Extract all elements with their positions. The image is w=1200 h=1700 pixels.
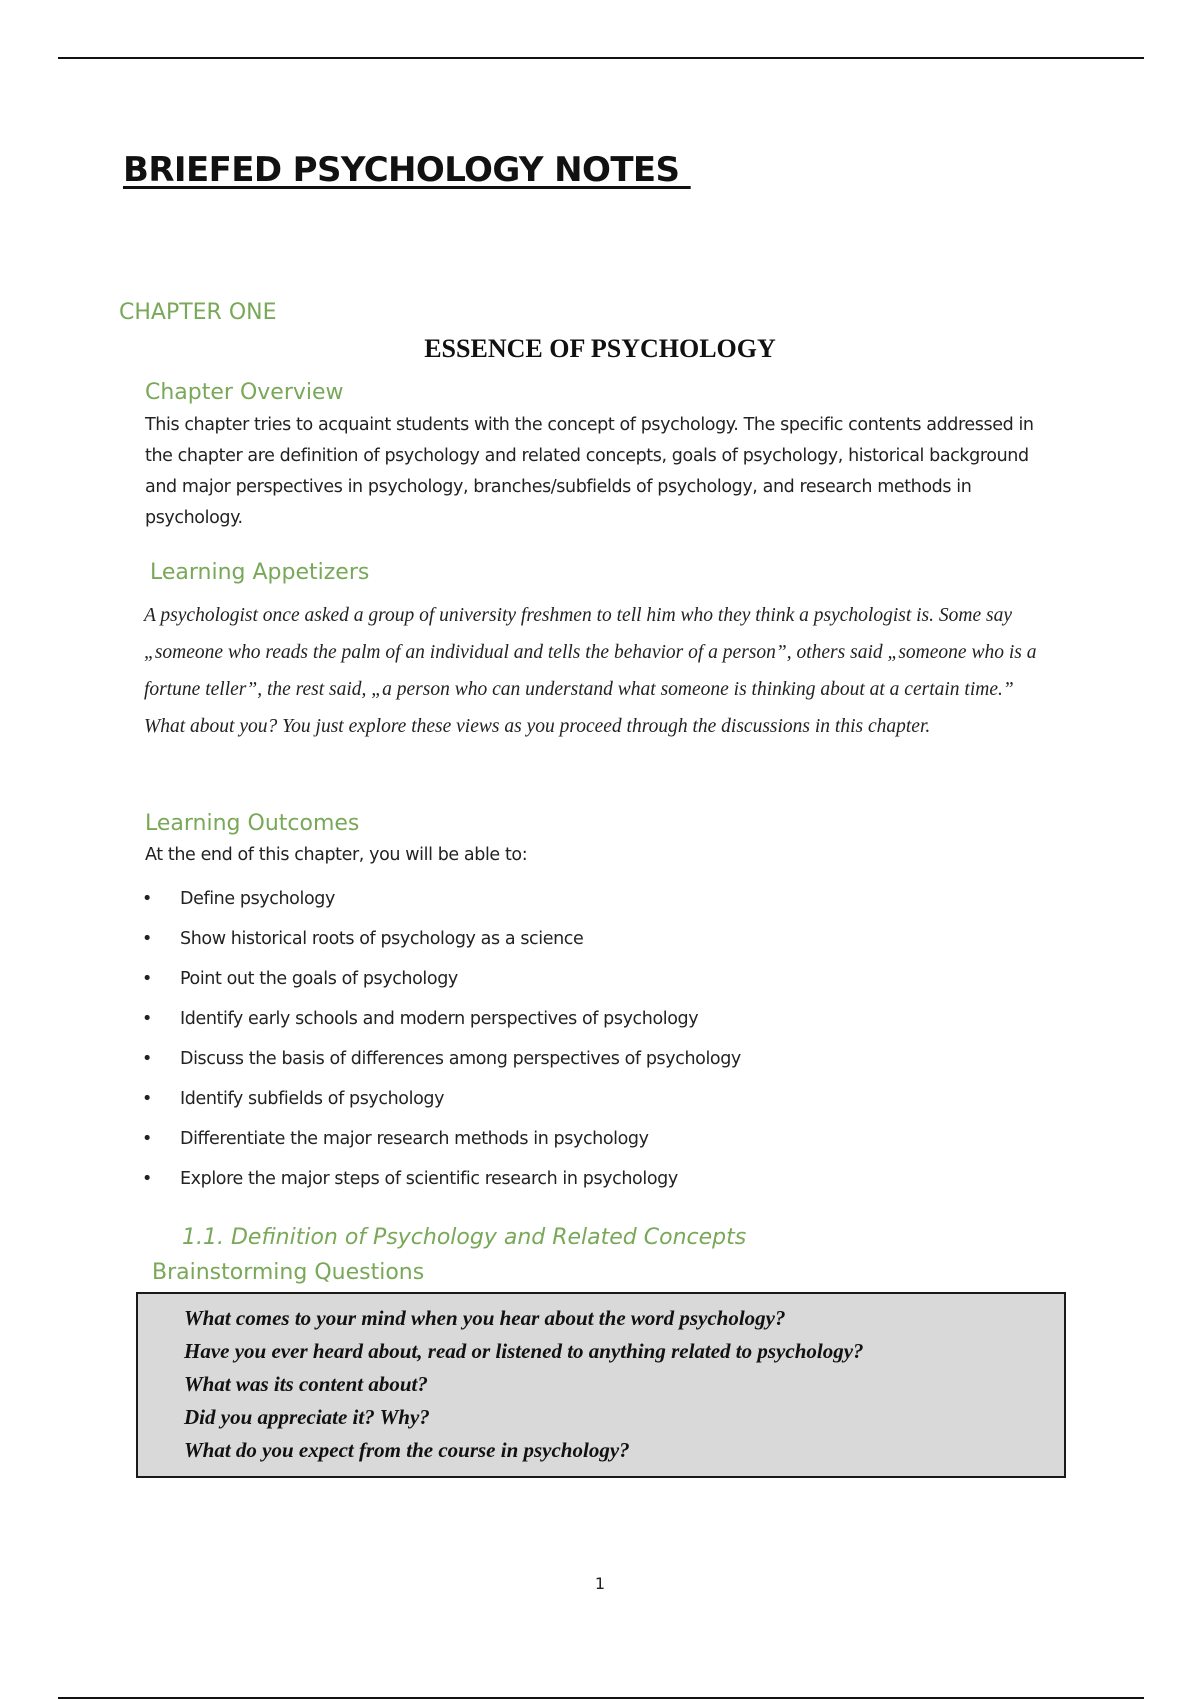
footer-rule: [58, 1697, 1144, 1699]
brainstorm-question: Did you appreciate it? Why?: [184, 1405, 430, 1429]
outcome-item: • Identify early schools and modern perspectives of psychology: [138, 999, 1038, 1039]
outcome-item: • Show historical roots of psychology as a science: [138, 919, 1038, 959]
outcome-item: • Explore the major steps of scientific research in psychology: [138, 1159, 1038, 1199]
brainstorm-question: What was its content about?: [184, 1372, 428, 1396]
overview-text: This chapter tries to acquaint students with the concept of psychology. The specific contents addressed in the chapter are definition of psychology and related concepts, goals of psychology, historical background and major perspectives in psychology, branches/subfields of psychology, and research methods in psychology.: [145, 415, 1034, 528]
brainstorm-question: What do you expect from the course in psychology?: [184, 1438, 630, 1462]
overview-heading: Chapter Overview: [145, 380, 344, 405]
section-heading: 1.1. Definition of Psychology and Related Concepts: [182, 1225, 747, 1250]
header-rule: [58, 57, 1144, 59]
outcomes-intro: At the end of this chapter, you will be able to:: [145, 845, 528, 865]
outcome-item: • Point out the goals of psychology: [138, 959, 1038, 999]
appetizers-heading: Learning Appetizers: [150, 560, 370, 585]
brainstorm-questions-box: [136, 1292, 1066, 1478]
brainstorm-heading: Brainstorming Questions: [152, 1260, 425, 1285]
page-number: 1: [594, 1574, 606, 1593]
document-title: BRIEFED PSYCHOLOGY NOTES: [123, 150, 691, 190]
chapter-label: CHAPTER ONE: [119, 300, 277, 325]
brainstorm-question: Have you ever heard about, read or listened to anything related to psychology?: [184, 1339, 864, 1363]
outcome-item: • Discuss the basis of differences among perspectives of psychology: [138, 1039, 1038, 1079]
chapter-title: ESSENCE OF PSYCHOLOGY: [424, 334, 776, 363]
brainstorm-question: What comes to your mind when you hear about the word psychology?: [184, 1306, 786, 1330]
outcomes-heading: Learning Outcomes: [145, 811, 360, 836]
appetizers-text: A psychologist once asked a group of university freshmen to tell him who they think a psychologist is. Some say „someone who reads the palm of an individual and tells the behavior of a person”, others said „someone who is a fortune teller”, the rest said, „a person who can understand what someone is thinking about at a certain time.” What about you? You just explore these views as you proceed through the discussions in this chapter.: [144, 605, 1037, 737]
outcome-item: • Differentiate the major research methods in psychology: [138, 1119, 1038, 1159]
outcome-item: • Identify subfields of psychology: [138, 1079, 1038, 1119]
outcomes-list: [138, 879, 1038, 1199]
outcome-item: • Define psychology: [138, 879, 1038, 919]
